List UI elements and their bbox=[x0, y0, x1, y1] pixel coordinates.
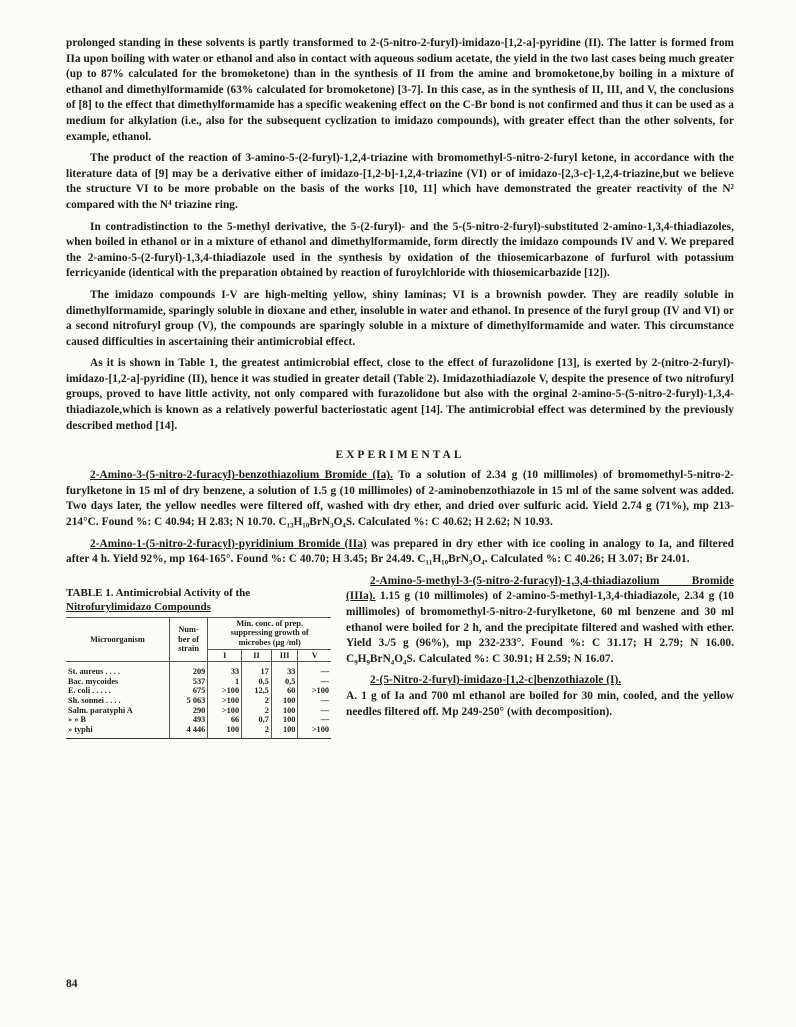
cell-microorganism: St. aureus . . . . bbox=[68, 667, 120, 677]
cell-value: >100 bbox=[208, 686, 242, 696]
table-row bbox=[66, 706, 331, 716]
header-compound-iii: III bbox=[271, 649, 298, 662]
table-row bbox=[66, 662, 331, 677]
cell-value: 0,5 bbox=[242, 677, 272, 687]
header-compound-ii: II bbox=[242, 649, 272, 662]
cell-microorganism: E. coli . . . . . bbox=[68, 686, 111, 696]
cell-value: — bbox=[298, 706, 331, 716]
header-compound-v: V bbox=[298, 649, 331, 662]
cell-value: 100 bbox=[271, 696, 298, 706]
cell-value: — bbox=[298, 677, 331, 687]
right-column bbox=[346, 574, 734, 740]
cell-microorganism: » » B bbox=[68, 715, 86, 725]
table-row bbox=[66, 715, 331, 725]
header-strain-number: Num- ber of strain bbox=[169, 617, 208, 661]
experiment-ia-text: To a solution of 2.34 g (10 millimoles) of bromomethyl-5-nitro-2-furylketone in 15 ml of dry benzene, a solution of 1.5 g (10 millimoles) of 2-aminobenzothiazole in 15 ml of the same solvent was added. Two days later, the yellow needles were filtered off, washed with dry ether, and dried over sulfuric acid. Yield 2.74 g (71%), mp 213-214°C. Found %: C 40.94; H 2.83; N 10.70. C₁₃H₁₀BrN₃O₄S. Calculated %: C 40.62; H 2.62; N 10.93. bbox=[66, 469, 734, 529]
cell-value: 0,7 bbox=[242, 715, 272, 725]
paragraph-2: The product of the reaction of 3-amino-5-(2-furyl)-1,2,4-triazine with bromomethyl-5-nitro-2-furyl ketone, in accordance with the literature data of [9] may be a derivative either of imidazo-[1,2-b]-1,2,4-triazine (VI) or of imidazo-[2,3-c]-1,2,4-triazine,but we believe the structure VI to be more probable on the basis of the works [10, 11] which have demonstrated the greater reactivity of the N² compared with the N⁴ triazine ring. bbox=[66, 152, 734, 211]
header-min-concentration: Min. conc. of prep. suppressing growth of microbes (μg /ml) bbox=[208, 617, 331, 649]
cell-microorganism: » typhi bbox=[68, 724, 93, 734]
cell-value: — bbox=[298, 662, 331, 677]
cell-value: 209 bbox=[169, 662, 208, 677]
page-body bbox=[66, 36, 734, 739]
cell-value: 100 bbox=[271, 715, 298, 725]
cell-value: 537 bbox=[169, 677, 208, 687]
cell-value: 675 bbox=[169, 686, 208, 696]
table-title-line-2: Nitrofurylimidazo Compounds bbox=[66, 600, 211, 613]
cell-value: 290 bbox=[169, 706, 208, 716]
table-body bbox=[66, 662, 331, 739]
table-row bbox=[66, 686, 331, 696]
cell-value: 2 bbox=[242, 706, 272, 716]
cell-microorganism: Bac. mycoides bbox=[68, 676, 119, 686]
cell-value: 33 bbox=[208, 662, 242, 677]
table-title-line-1: TABLE 1. Antimicrobial Activity of the bbox=[66, 586, 251, 599]
cell-value: 100 bbox=[271, 725, 298, 739]
cell-value: 2 bbox=[242, 696, 272, 706]
table-block bbox=[66, 574, 331, 740]
cell-value: 33 bbox=[271, 662, 298, 677]
paragraph-5: As it is shown in Table 1, the greatest antimicrobial effect, close to the effect of furazolidone [13], is exerted by 2-(nitro-2-furyl)-imidazo-[1,2-a]-pyridine (II), hence it was studied in greater detail (Table 2). Imidazothiadiazole V, despite the presence of two nitrofuryl groups, proved to have little activity, not only compared with furazolidone but also with the orginal 2-amino-5-(5-nitro-2-furyl)-1,3,4-thiadiazole,which is known as a relatively powerful bacteriostatic agent [14]. The antimicrobial effect was determined by the previously described method [14]. bbox=[66, 357, 734, 432]
paragraph-4: The imidazo compounds I-V are high-melting yellow, shiny laminas; VI is a brownish powder. They are readily soluble in dimethylformamide, sparingly soluble in dioxane and ether, insoluble in water and ethanol. In presence of the furyl group (IV and VI) or a second nitrofuryl group (V), the compounds are sparingly soluble in a mixture of dimethylformamide and water. This circumstance caused difficulties in ascertaining their antimicrobial effect. bbox=[66, 288, 734, 348]
cell-value: >100 bbox=[208, 696, 242, 706]
cell-value: 1 bbox=[208, 677, 242, 687]
experiment-ia bbox=[66, 468, 734, 530]
cell-microorganism: Salm. paratyphi A bbox=[68, 705, 133, 715]
experiment-iiia-title: 2-Amino-5-methyl-3-(5-nitro-2-furacyl)-1,3,4-thiadiazolium Bromide (IIIa). bbox=[346, 574, 734, 603]
cell-value: >100 bbox=[208, 706, 242, 716]
section-heading-experimental: EXPERIMENTAL bbox=[335, 449, 465, 462]
experiment-iia-text: was prepared in dry ether with ice cooling in analogy to Ia, and filtered after 4 h. Yield 92%, mp 164-165°. Found %: C 40.70; H 3.45; Br 24.49. C₁₁H₁₀BrN₃O₄. Calculated %: C 40.26; H 3.07; Br 24.01. bbox=[66, 537, 734, 566]
cell-value: 17 bbox=[242, 662, 272, 677]
experiment-i bbox=[346, 673, 734, 720]
paragraph-1: prolonged standing in these solvents is partly transformed to 2-(5-nitro-2-furyl)-imidazo-[1,2-a]-pyridine (II). The latter is formed from IIa upon boiling with water or ethanol and also in contact with aqueous sodium acetate, the yield in the two last cases being much greater (up to 87% calculated for the bromoketone) than in the synthesis of II from the amine and bromoketone,by boiling in a mixture of ethanol and dimethylformamide (63% calculated for bromoketone) [3-7]. In this case, as in the synthesis of II, III, and V, the conclusions of [8] to the effect that dimethylformamide has a specific weakening effect on the C-Br bond is not confirmed and thus it can be used as a medium for alkylation (i.e., also for the subsequent cyclization to imidazo compounds), with greater effect than the other solvents, for example, ethanol. bbox=[66, 37, 734, 143]
cell-value: 0,5 bbox=[271, 677, 298, 687]
experiment-i-title: 2-(5-Nitro-2-furyl)-imidazo-[1,2-c]benzothiazole (I). bbox=[370, 674, 622, 687]
experiment-i-text: A. 1 g of Ia and 700 ml ethanol are boiled for 30 min, cooled, and the yellow needles filtered off. Mp 249-250° (with decomposition). bbox=[346, 689, 734, 718]
experiment-iiia bbox=[346, 574, 734, 668]
cell-microorganism: Sh. sonnei . . . . bbox=[68, 695, 121, 705]
table-row bbox=[66, 696, 331, 706]
cell-value: >100 bbox=[298, 686, 331, 696]
table-row bbox=[66, 677, 331, 687]
cell-value: 493 bbox=[169, 715, 208, 725]
cell-value: 60 bbox=[271, 686, 298, 696]
header-microorganism: Microorganism bbox=[66, 617, 169, 661]
cell-value: 5 063 bbox=[169, 696, 208, 706]
two-column-block bbox=[66, 574, 734, 740]
header-compound-i: I bbox=[208, 649, 242, 662]
experiment-ia-title: 2-Amino-3-(5-nitro-2-furacyl)-benzothiazolium Bromide (Ia). bbox=[90, 469, 393, 482]
cell-value: >100 bbox=[298, 725, 331, 739]
cell-value: 100 bbox=[208, 725, 242, 739]
cell-value: 12,5 bbox=[242, 686, 272, 696]
experiment-iiia-text: 1.15 g (10 millimoles) of 2-amino-5-methyl-1,3,4-thiadiazole, 2.34 g (10 millimoles) of bromomethyl-5-nitro-2-furylketone, 60 ml benzene and 30 ml ethanol were boiled for 2 h, and the precipitate filtered and washed with ether. Yield 3./5 g (96%), mp 232-233°. Found %: C 31.17; H 2.79; N 16.00. C₉H₉BrN₄O₄S. Calculated %: C 30.91; H 2.59; N 16.07. bbox=[346, 590, 734, 665]
table-title bbox=[66, 586, 331, 614]
paragraph-3: In contradistinction to the 5-methyl derivative, the 5-(2-furyl)- and the 5-(5-nitro-2-furyl)-substituted 2-amino-1,3,4-thiadiazoles, when boiled in ethanol or in a mixture of ethanol and dimethylformamide, form directly the imidazo compounds IV and V. We prepared the 2-amino-5-(2-furyl)-1,3,4-thiadiazole used in the synthesis by oxidation of the thiosemicarbazone of furfurol with potassium ferricyanide (identical with the preparation obtained by reaction of furoylchloride with thiosemicarbazide [12]). bbox=[66, 220, 734, 280]
table-row bbox=[66, 725, 331, 739]
cell-value: 100 bbox=[271, 706, 298, 716]
antimicrobial-table bbox=[66, 617, 331, 740]
experiment-iia bbox=[66, 537, 734, 568]
cell-value: — bbox=[298, 715, 331, 725]
cell-value: 66 bbox=[208, 715, 242, 725]
experiment-iia-title: 2-Amino-1-(5-nitro-2-furacyl)-pyridinium Bromide (IIa) bbox=[90, 537, 367, 550]
cell-value: 4 446 bbox=[169, 725, 208, 739]
page-number: 84 bbox=[66, 978, 78, 990]
cell-value: 2 bbox=[242, 725, 272, 739]
cell-value: — bbox=[298, 696, 331, 706]
